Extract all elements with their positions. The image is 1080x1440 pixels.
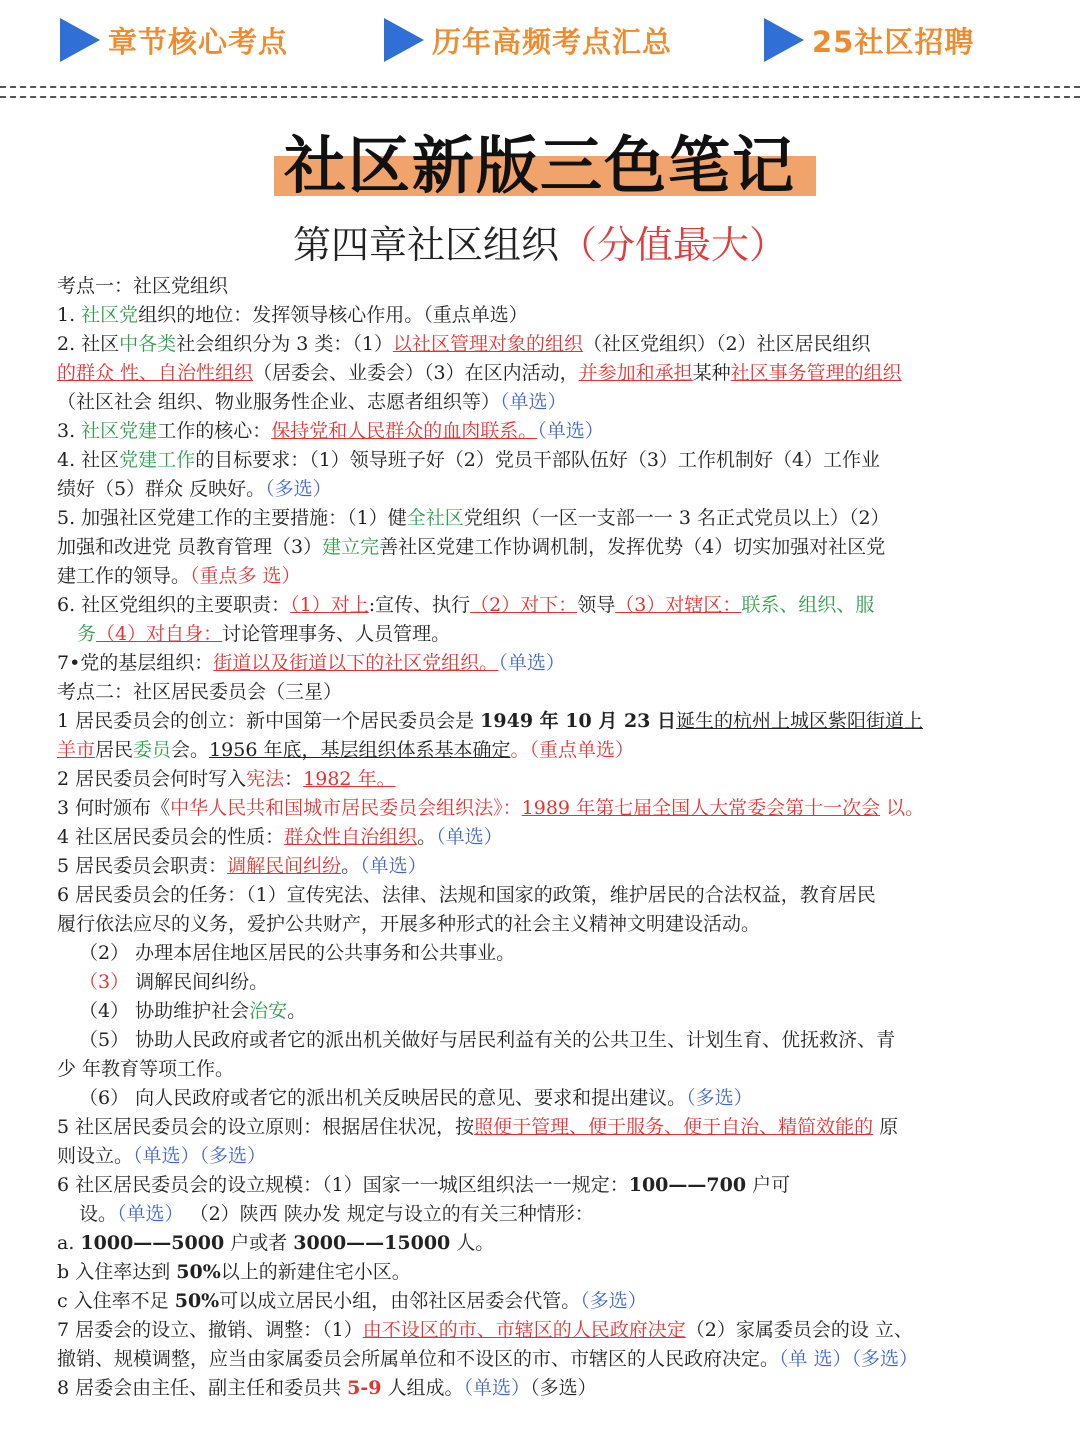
note-line bbox=[57, 823, 1025, 852]
note-line bbox=[57, 475, 1025, 504]
note-text: 3000——15000 bbox=[293, 1232, 451, 1254]
note-text: 群众性自治组织 bbox=[284, 826, 418, 848]
note-text: （2）对下： bbox=[470, 594, 578, 616]
note-text: 社区党 bbox=[81, 304, 139, 326]
note-text: 诞生的杭州上城区紫阳街道上 bbox=[676, 710, 924, 732]
note-text: （2）家属委员会的设 立、 bbox=[685, 1319, 913, 1341]
note-line bbox=[57, 1316, 1025, 1345]
note-line bbox=[57, 359, 1025, 388]
note-text: 以上的新建住宅小区。 bbox=[220, 1261, 411, 1283]
note-text: 5-9 bbox=[347, 1377, 382, 1399]
note-text: 1949 年 10 月 23 日 bbox=[480, 710, 677, 732]
play-arrow-icon bbox=[764, 18, 804, 62]
note-text: :宣传、执行 bbox=[368, 594, 471, 616]
note-line bbox=[57, 649, 1025, 678]
note-text: 履行依法应尽的义务，爱护公共财产，开展多种形式的社会主义精神文明建设活动。 bbox=[57, 913, 761, 935]
nav-label: 25社区招聘 bbox=[812, 24, 975, 59]
note-text: 1. bbox=[57, 304, 82, 326]
note-line bbox=[57, 910, 1025, 939]
note-text: （单 选）（多选） bbox=[779, 1348, 919, 1370]
note-text: 3. bbox=[57, 420, 82, 442]
note-text: 调解民间纠纷。 bbox=[129, 971, 269, 993]
note-text: 可以成立居民小组，由邻社区居委会代管。 bbox=[219, 1290, 581, 1312]
note-text: （2） 办理本居住地区居民的公共事务和公共事业。 bbox=[79, 942, 516, 964]
note-line bbox=[57, 881, 1025, 910]
note-text: 全社区 bbox=[406, 507, 464, 529]
note-line bbox=[57, 1055, 1025, 1084]
note-text: （3） bbox=[79, 971, 130, 993]
chapter-heading bbox=[0, 214, 1080, 269]
note-line bbox=[57, 330, 1025, 359]
note-text: （多选） bbox=[530, 1377, 597, 1399]
note-text: （单选） bbox=[537, 420, 604, 442]
note-text: 6. 社区党组织的主要职责： bbox=[57, 594, 291, 616]
note-text: （单选） bbox=[463, 1377, 531, 1399]
note-text: （单选）（多选） bbox=[133, 1145, 267, 1167]
note-text: 50% bbox=[174, 1290, 220, 1312]
note-text: 撤销、规模调整，应当由家属委员会所属单位和不设区的市、市辖区的人民政府决定。 bbox=[57, 1348, 780, 1370]
play-arrow-icon bbox=[384, 18, 424, 62]
note-line bbox=[57, 1084, 1025, 1113]
note-text: 领导 bbox=[577, 594, 616, 616]
note-text: （1）对上 bbox=[290, 594, 369, 616]
note-text: 7 居委会的设立、撤销、调整：（1） bbox=[57, 1319, 363, 1341]
note-text: 善社区党建工作协调机制，发挥优势（4）切实加强对社区党 bbox=[379, 536, 886, 558]
note-text: 党组织（一区一支部一一 3 名正式党员以上）（2） bbox=[463, 507, 890, 529]
note-text: 以社区管理对象的组织 bbox=[392, 333, 583, 355]
note-text: 中华人民共和国城市居民委员会组织法 bbox=[170, 797, 494, 819]
note-line bbox=[57, 1287, 1025, 1316]
note-line bbox=[57, 1258, 1025, 1287]
note-text: 户可 bbox=[746, 1174, 791, 1196]
note-line bbox=[57, 736, 1025, 765]
note-line bbox=[57, 562, 1025, 591]
note-text: b 入住率达到 bbox=[57, 1261, 177, 1283]
note-text: 6 居民委员会的任务：（1）宣传宪法、法律、法规和国家的政策，维护居民的合法权益，教育居民 bbox=[57, 884, 876, 906]
note-text: 4. 社区 bbox=[57, 449, 120, 471]
note-text: 人组成。 bbox=[381, 1377, 464, 1399]
note-text: 务 bbox=[77, 623, 97, 645]
note-text: （多选） bbox=[580, 1290, 647, 1312]
note-line bbox=[57, 620, 1025, 649]
note-text: 委员 bbox=[133, 739, 172, 761]
note-text: 少 年教育等项工作。 bbox=[57, 1058, 235, 1080]
note-text: 1956 年底，基层组织体系基本确定 bbox=[209, 739, 511, 761]
note-line bbox=[57, 388, 1025, 417]
nav-item-frequent-points[interactable] bbox=[384, 14, 672, 66]
note-text: 加强和改进党 员教育管理（3） bbox=[57, 536, 323, 558]
note-text: 会。 bbox=[171, 739, 210, 761]
note-text: 考点一：社区党组织 bbox=[57, 275, 229, 297]
note-text: 工作的核心： bbox=[157, 420, 272, 442]
note-text: （社区社会 组织、物业服务性企业、志愿者组织等） bbox=[57, 391, 501, 413]
note-text: 8 居委会由主任、副主任和委员共 bbox=[57, 1377, 348, 1399]
note-line bbox=[57, 446, 1025, 475]
note-text: a. bbox=[57, 1232, 81, 1254]
note-line bbox=[57, 968, 1025, 997]
dashed-divider bbox=[0, 86, 1080, 88]
note-text: 中各类 bbox=[119, 333, 177, 355]
note-text: 社区事务管理的组织 bbox=[730, 362, 902, 384]
note-text: （2）陕西 陕办发 规定与设立的有关三种情形： bbox=[183, 1203, 594, 1225]
play-arrow-icon bbox=[60, 18, 100, 62]
note-text: 50% bbox=[176, 1261, 221, 1283]
note-text: 。 bbox=[417, 826, 437, 848]
note-text: （4） 协助维护社会 bbox=[79, 1000, 250, 1022]
note-line bbox=[57, 707, 1025, 736]
note-text: （单选） bbox=[360, 855, 427, 877]
note-text: 2. 社区 bbox=[57, 333, 120, 355]
note-text: 建工作的领导。 bbox=[57, 565, 191, 587]
chapter-emphasis: （分值最大） bbox=[559, 223, 788, 267]
note-text: ： bbox=[284, 768, 304, 790]
note-line bbox=[57, 794, 1025, 823]
note-line bbox=[57, 1142, 1025, 1171]
note-text: （单选） bbox=[500, 391, 567, 413]
note-line bbox=[57, 1113, 1025, 1142]
note-text: 调解民间纠纷 bbox=[227, 855, 342, 877]
note-text: 7•党的基层组织： bbox=[57, 652, 214, 674]
section-heading bbox=[57, 678, 1025, 707]
note-text: 5. 加强社区党建工作的主要措施：（1）健 bbox=[57, 507, 407, 529]
note-line bbox=[57, 504, 1025, 533]
note-text: （单选） bbox=[498, 652, 565, 674]
nav-item-recruitment[interactable] bbox=[764, 14, 974, 66]
note-text: 由不设区的市、市辖区的人民政府决定 bbox=[362, 1319, 686, 1341]
dashed-divider bbox=[0, 96, 1080, 98]
note-text: （居委会、业委会）（3）在区内活动， bbox=[253, 362, 579, 384]
note-text: 街道以及街道以下的社区党组织。 bbox=[213, 652, 499, 674]
note-text: 的群众 性、自治性组织 bbox=[57, 362, 254, 384]
note-text: （3）对辖区： bbox=[615, 594, 742, 616]
note-text: 5 居民委员会职责： bbox=[57, 855, 228, 877]
note-text: 党建工作 bbox=[119, 449, 196, 471]
note-text: 并参加和承担 bbox=[578, 362, 693, 384]
top-navigation bbox=[0, 0, 1080, 84]
note-line bbox=[57, 1026, 1025, 1055]
note-text: 联系、组织、服 bbox=[741, 594, 875, 616]
note-text: （5） 协助人民政府或者它的派出机关做好与居民利益有关的公共卫生、计划生育、优抚救济、青 bbox=[79, 1029, 896, 1051]
note-text: 治安 bbox=[249, 1000, 288, 1022]
note-line bbox=[57, 765, 1025, 794]
note-text: （多选） bbox=[265, 478, 332, 500]
note-text: （社区党组织）（2）社区居民组织 bbox=[582, 333, 871, 355]
note-line bbox=[57, 591, 1025, 620]
nav-label: 历年高频考点汇总 bbox=[432, 24, 673, 59]
note-line bbox=[57, 852, 1025, 881]
note-text: 1982 年。 bbox=[303, 768, 396, 790]
note-line bbox=[57, 1171, 1025, 1200]
note-line bbox=[57, 301, 1025, 330]
note-text: 1 居民委员会的创立：新中国第一个居民委员会是 bbox=[57, 710, 481, 732]
chapter-title: 第四章社区组织 bbox=[292, 223, 559, 267]
note-line bbox=[57, 997, 1025, 1026]
note-text: 社区党建 bbox=[81, 420, 158, 442]
note-text: 5 社区居民委员会的设立原则：根据居住状况，按 bbox=[57, 1116, 475, 1138]
note-text: 人。 bbox=[450, 1232, 495, 1254]
note-line bbox=[57, 939, 1025, 968]
nav-item-chapter-points[interactable] bbox=[60, 14, 288, 66]
note-text: 则设立。 bbox=[57, 1145, 134, 1167]
note-text: 社会组织分为 3 类：（1） bbox=[176, 333, 393, 355]
note-text: 建立完 bbox=[322, 536, 380, 558]
note-text: （重点多 选） bbox=[190, 565, 301, 587]
note-text: 设。 bbox=[79, 1203, 118, 1225]
note-text: （6） 向人民政府或者它的派出机关反映居民的意见、要求和提出建议。 bbox=[79, 1087, 687, 1109]
nav-label: 章节核心考点 bbox=[108, 24, 289, 59]
note-text: 绩好（5）群众 反映好。 bbox=[57, 478, 266, 500]
note-text: 考点二：社区居民委员会（三星） bbox=[57, 681, 343, 703]
note-text: 。（重点单选） bbox=[510, 739, 634, 761]
note-text: （4）对自身： bbox=[96, 623, 223, 645]
note-text: 的目标要求：（1）领导班子好（2）党员干部队伍好（3）工作机制好（4）工作业 bbox=[195, 449, 881, 471]
section-heading bbox=[57, 272, 1025, 301]
notes-body bbox=[57, 272, 1025, 1403]
note-line bbox=[57, 1229, 1025, 1258]
note-text: （多选） bbox=[686, 1087, 753, 1109]
note-text: 原 bbox=[873, 1116, 899, 1138]
note-text: 户或者 bbox=[224, 1232, 294, 1254]
note-line bbox=[57, 1345, 1025, 1374]
note-text: 4 社区居民委员会的性质： bbox=[57, 826, 285, 848]
note-line bbox=[57, 533, 1025, 562]
note-text: 讨论管理事务、人员管理。 bbox=[222, 623, 451, 645]
note-text: 6 社区居民委员会的设立规模：（1）国家一一城区组织法一一规定： bbox=[57, 1174, 629, 1196]
note-line bbox=[57, 1374, 1025, 1403]
note-text: 组织的地位：发挥领导核心作用。（重点单选） bbox=[138, 304, 528, 326]
note-text: 宪法 bbox=[246, 768, 285, 790]
note-text: 2 居民委员会何时写入 bbox=[57, 768, 247, 790]
note-text: 3 何时颁布《 bbox=[57, 797, 171, 819]
note-text: 100——700 bbox=[628, 1174, 747, 1196]
note-text: 以。 bbox=[880, 797, 925, 819]
note-text: （单选） bbox=[117, 1203, 184, 1225]
note-text: 羊市 bbox=[57, 739, 96, 761]
note-line bbox=[57, 417, 1025, 446]
note-text: 1000——5000 bbox=[80, 1232, 225, 1254]
note-text: 某种 bbox=[692, 362, 731, 384]
note-line bbox=[57, 1200, 1025, 1229]
page-title: 社区新版三色笔记 bbox=[283, 129, 796, 202]
note-text: 照便于管理、便于服务、便于自治、精简效能的 bbox=[474, 1116, 874, 1138]
note-text: （单选） bbox=[436, 826, 503, 848]
note-text: 保持党和人民群众的血肉联系。 bbox=[271, 420, 538, 442]
note-text: 1989 年第七届全国人大常委会第十一次会 bbox=[521, 797, 881, 819]
note-text: c 入住率不足 bbox=[57, 1290, 175, 1312]
note-text: 居民 bbox=[95, 739, 134, 761]
note-text: 》： bbox=[493, 797, 522, 819]
note-text: 。 bbox=[287, 1000, 307, 1022]
note-text: 。 bbox=[341, 855, 361, 877]
